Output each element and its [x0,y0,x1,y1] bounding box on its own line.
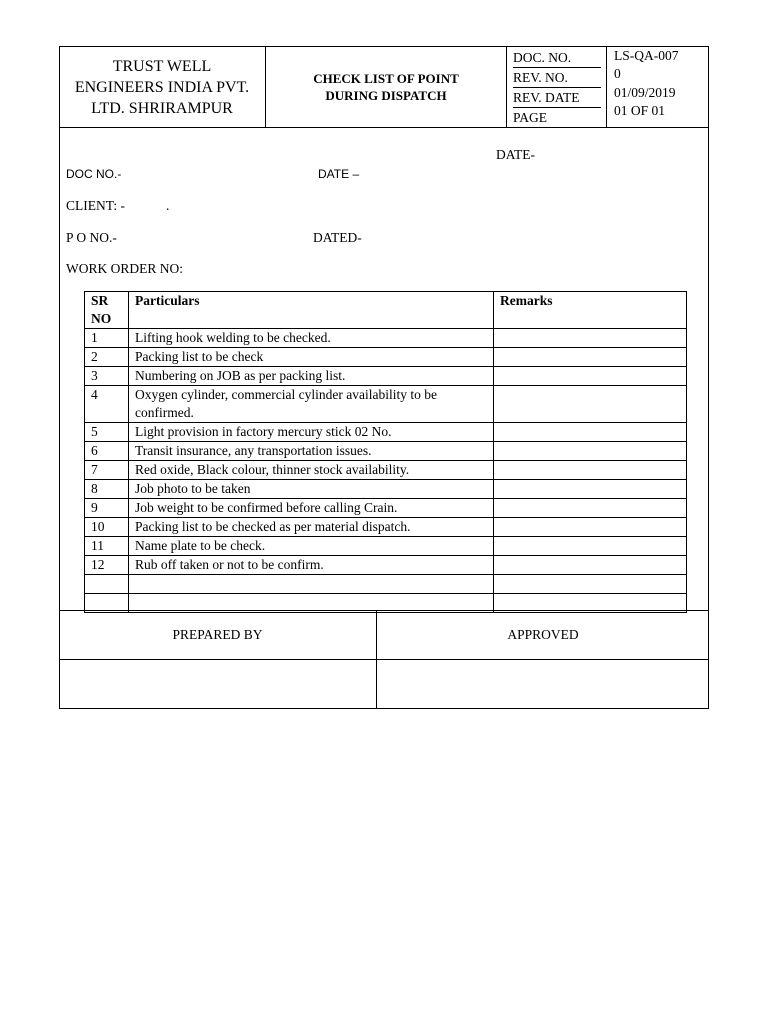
client-mark: . [166,198,170,213]
row-remarks[interactable] [494,329,687,348]
approved-signature-box[interactable] [377,660,709,709]
row-sr-no [85,575,129,594]
table-row [85,556,687,575]
prepared-by-signature-box[interactable] [59,660,376,709]
row-remarks[interactable] [494,575,687,594]
row-remarks[interactable] [494,386,687,423]
document-title: CHECK LIST OF POINT DURING DISPATCH [266,46,507,128]
row-particular: Red oxide, Black colour, thinner stock availability. [129,461,494,480]
prepared-by-label: PREPARED BY [172,626,263,642]
row-sr-no: 10 [85,518,129,537]
row-remarks[interactable] [494,442,687,461]
work-order-label: WORK ORDER NO: [66,261,183,276]
row-remarks[interactable] [494,499,687,518]
approved-label: APPROVED [507,626,579,642]
table-row [85,367,687,386]
header-sr-no: SR NO [85,292,129,329]
row-particular: Packing list to be checked as per material dispatch. [129,518,494,537]
table-row [85,575,687,594]
client-label: CLIENT: - [66,198,125,213]
row-particular: Oxygen cylinder, commercial cylinder availability to be confirmed. [129,386,494,423]
row-particular: Numbering on JOB as per packing list. [129,367,494,386]
row-remarks[interactable] [494,461,687,480]
row-particular: Packing list to be check [129,348,494,367]
company-line-3: LTD. SHRIRAMPUR [91,99,233,117]
meta-labels [507,46,607,128]
row-sr-no: 7 [85,461,129,480]
table-row [85,329,687,348]
row-sr-no: 9 [85,499,129,518]
dated-label: DATED- [313,230,362,245]
row-remarks[interactable] [494,556,687,575]
row-remarks[interactable] [494,367,687,386]
table-row [85,442,687,461]
company-line-1: TRUST WELL [112,57,212,75]
row-particular [129,575,494,594]
row-particular: Transit insurance, any transportation issues. [129,442,494,461]
row-sr-no: 4 [85,386,129,423]
header-particulars: Particulars [129,292,494,329]
row-remarks[interactable] [494,480,687,499]
meta-values [607,46,709,128]
table-row [85,518,687,537]
po-no-label: P O NO.- [66,230,117,245]
table-row [85,499,687,518]
meta-label-doc-no: DOC. NO. [513,48,601,68]
table-row [85,423,687,442]
meta-value-rev-no: 0 [614,66,621,81]
table-row [85,348,687,367]
table-row [85,537,687,556]
row-particular: Lifting hook welding to be checked. [129,329,494,348]
row-remarks[interactable] [494,423,687,442]
meta-value-page: 01 OF 01 [614,103,666,118]
row-particular: Light provision in factory mercury stick 02 No. [129,423,494,442]
meta-value-rev-date: 01/09/2019 [614,85,676,100]
table-row [85,480,687,499]
meta-label-rev-date: REV. DATE [513,88,601,108]
row-particular: Rub off taken or not to be confirm. [129,556,494,575]
checklist-table [84,291,687,613]
company-name [59,46,266,128]
date-label: DATE – [318,167,360,181]
meta-value-doc-no: LS-QA-007 [614,48,679,63]
row-sr-no: 2 [85,348,129,367]
row-particular: Job photo to be taken [129,480,494,499]
row-sr-no: 12 [85,556,129,575]
row-sr-no: 1 [85,329,129,348]
row-sr-no: 6 [85,442,129,461]
row-remarks[interactable] [494,518,687,537]
table-row [85,386,687,423]
company-line-2: ENGINEERS INDIA PVT. [74,78,250,96]
row-sr-no: 11 [85,537,129,556]
row-particular: Job weight to be confirmed before calling Crain. [129,499,494,518]
table-row [85,461,687,480]
meta-label-rev-no: REV. NO. [513,68,601,88]
date-top-label: DATE- [496,147,535,162]
row-sr-no: 3 [85,367,129,386]
header-remarks: Remarks [494,292,687,329]
row-particular: Name plate to be check. [129,537,494,556]
row-remarks[interactable] [494,537,687,556]
header-divider [59,127,709,128]
meta-label-page: PAGE [513,110,548,125]
row-sr-no: 8 [85,480,129,499]
table-header-row [85,292,687,329]
row-remarks[interactable] [494,348,687,367]
row-sr-no: 5 [85,423,129,442]
doc-no-label: DOC NO.- [66,167,122,181]
